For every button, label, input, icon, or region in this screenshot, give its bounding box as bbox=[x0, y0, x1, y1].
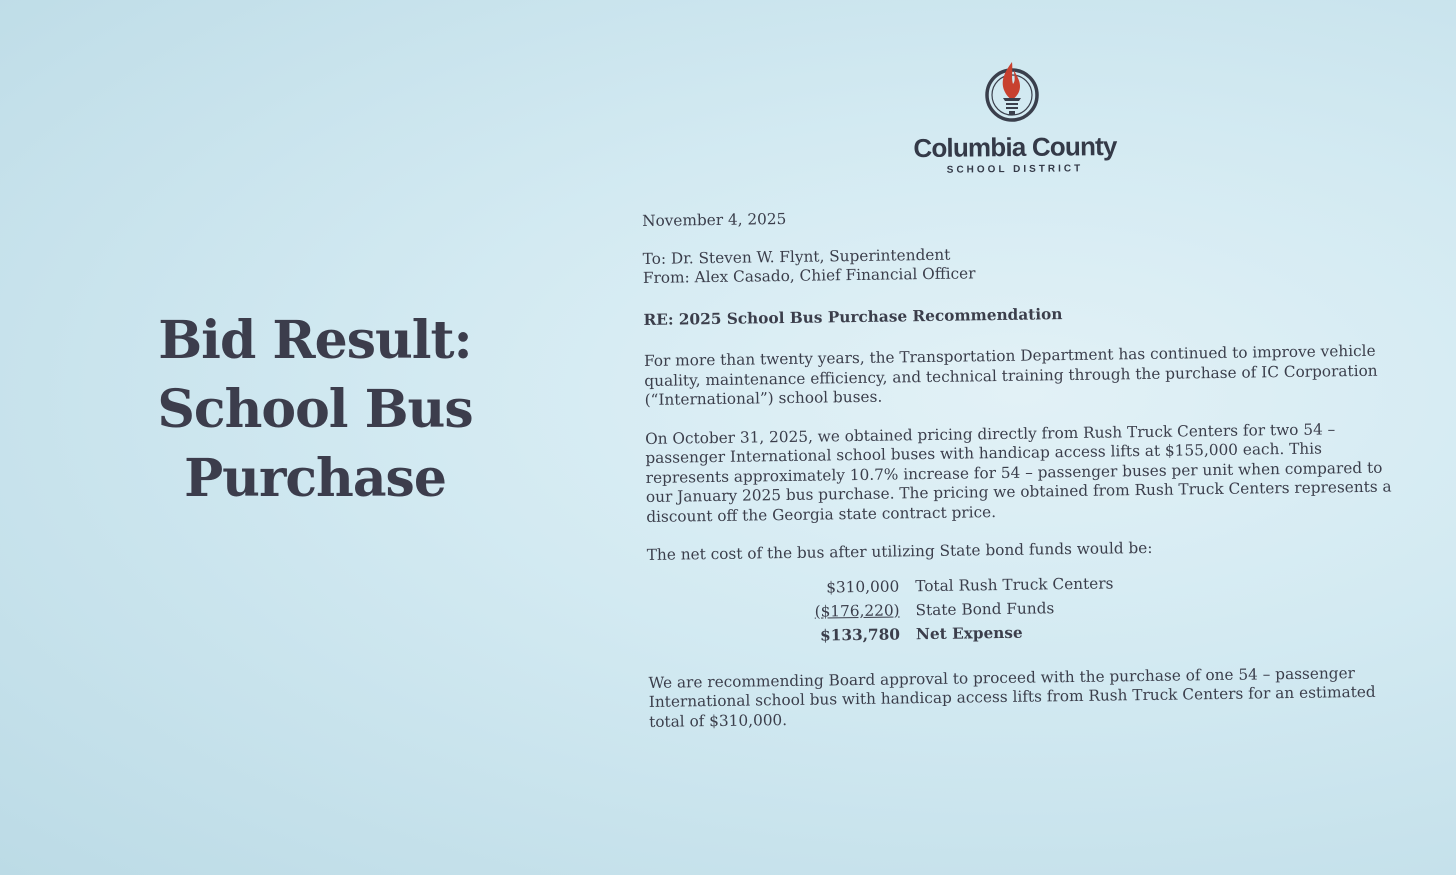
cost-row-net bbox=[808, 621, 1121, 649]
torch-flame-icon bbox=[983, 60, 1041, 122]
cost-table bbox=[807, 573, 1120, 649]
cost-label: Total Rush Truck Centers bbox=[915, 573, 1114, 595]
cost-label: Net Expense bbox=[915, 623, 1023, 643]
district-logo bbox=[900, 58, 1130, 188]
logo-district-name: Columbia County bbox=[913, 130, 1117, 164]
cost-label: State Bond Funds bbox=[915, 598, 1055, 619]
slide-title-line-1: Bid Result: bbox=[158, 310, 472, 371]
memo-closing-recommendation: We are recommending Board approval to proceed with the purchase of one 54 – passenger International school bus with handicap access lifts from Rush Truck Centers for an estimated total of $310,000. bbox=[648, 663, 1376, 731]
cost-amount: $310,000 bbox=[826, 576, 900, 596]
logo-district-subtitle: SCHOOL DISTRICT bbox=[946, 163, 1084, 176]
memo-net-cost-intro: The net cost of the bus after utilizing State bond funds would be: bbox=[646, 538, 1153, 564]
memo-from: From: Alex Casado, Chief Financial Officer bbox=[642, 264, 976, 287]
cost-amount: ($176,220) bbox=[814, 600, 900, 621]
memo-paragraph-pricing: On October 31, 2025, we obtained pricing directly from Rush Truck Centers for two 54 – passenger International school buses with handicap access lifts at $155,000 each. This represents approximately 10.7% increase for 54 – passenger buses per unit when compared to our January 2025 bus purchase. The pricing we obtained from Rush Truck Centers represents a discount off the Georgia state contract price. bbox=[645, 419, 1392, 526]
slide-title-line-2: School Bus bbox=[157, 379, 473, 440]
slide-title-line-3: Purchase bbox=[184, 448, 446, 509]
memo-to: To: Dr. Steven W. Flynt, Superintendent bbox=[642, 245, 951, 268]
memo-header bbox=[643, 239, 1403, 289]
memo-letter bbox=[642, 201, 1409, 751]
memo-subject: RE: 2025 School Bus Purchase Recommendation bbox=[643, 304, 1063, 329]
cost-amount: $133,780 bbox=[819, 624, 901, 645]
memo-paragraph-history: For more than twenty years, the Transportation Department has continued to improve vehicle quality, maintenance efficiency, and technical training through the purchase of IC Corporation (“International”) school buses. bbox=[643, 341, 1378, 409]
slide-title bbox=[150, 306, 480, 513]
memo-date: November 4, 2025 bbox=[642, 209, 787, 230]
